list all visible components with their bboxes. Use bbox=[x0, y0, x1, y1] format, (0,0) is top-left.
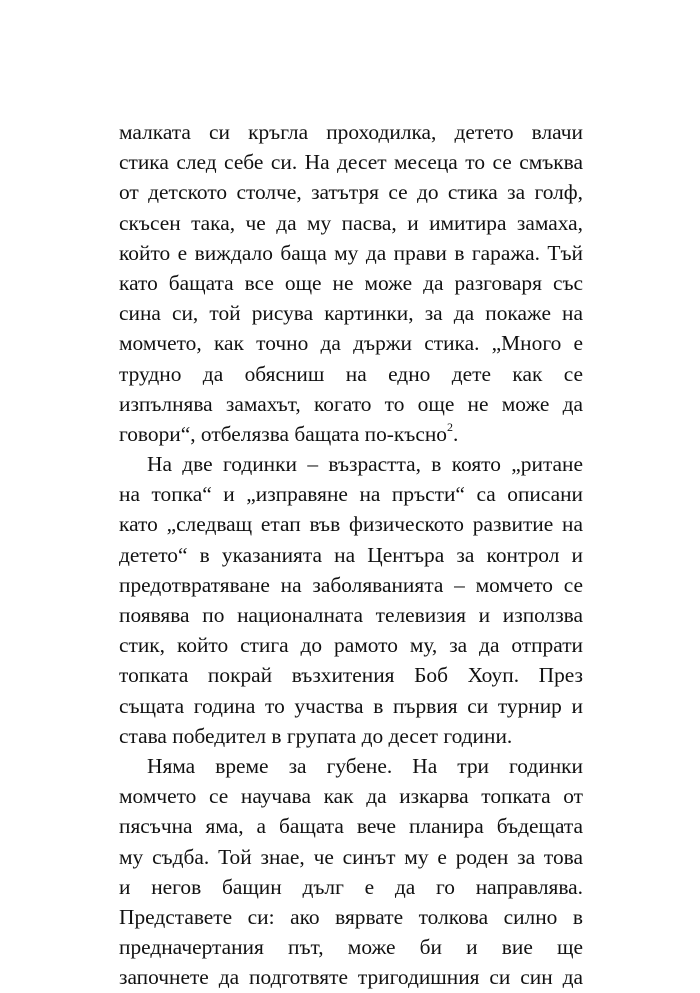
text-line: който е виждало баща му да прави в гаража. Тъй bbox=[119, 240, 583, 265]
text-line: Няма време за губене. На три годинки bbox=[147, 753, 583, 778]
text-line: На две годинки – възрастта, в която „ритане bbox=[147, 452, 583, 477]
text-line: говори“, отбелязва бащата по-късно$^2$. bbox=[119, 419, 459, 446]
text-line: стик, който стига до рамото му, за да отпрати bbox=[119, 633, 583, 658]
text-line: на топка“ и „изправяне на пръсти“ са описани bbox=[119, 482, 583, 507]
text-line: предначертания път, може би и вие ще bbox=[119, 935, 583, 960]
text-line: появява по националната телевизия и използва bbox=[119, 603, 583, 627]
text-line: пясъчна яма, а бащата вече планира бъдещата bbox=[119, 814, 583, 839]
text-line: същата година то участва в първия си турнир и bbox=[119, 693, 583, 718]
text-line-content: говори“, отбелязва бащата по-късно bbox=[119, 421, 447, 446]
text-line: топката покрай възхитения Боб Хоуп. През bbox=[119, 663, 583, 688]
text-line: изпълнява замахът, когато то още не може да bbox=[119, 391, 583, 416]
text-line: като „следващ етап във физическото развитие на bbox=[119, 512, 583, 537]
text-line: трудно да обясниш на едно дете как се bbox=[119, 361, 583, 386]
text-line: от детското столче, затътря се до стика за голф, bbox=[119, 180, 583, 205]
body-text bbox=[119, 117, 583, 992]
text-line: скъсен така, че да му пасва, и имитира замаха, bbox=[119, 210, 583, 235]
text-line: момчето се научава как да изкарва топката от bbox=[119, 784, 583, 809]
text-line: започнете да подготвяте тригодишния си син да bbox=[119, 965, 583, 990]
text-line: малката си кръгла проходилка, детето влачи bbox=[119, 120, 583, 144]
text-line: момчето, как точно да държи стика. „Много е bbox=[119, 331, 583, 356]
text-line: и негов бащин дълг е да го направлява. bbox=[119, 874, 583, 899]
text-line: става победител в групата до десет години. bbox=[119, 723, 513, 748]
text-line: детето“ в указанията на Центъра за контрол и bbox=[119, 542, 583, 567]
paragraph-2 bbox=[119, 449, 583, 751]
text-line: Представете си: ако вярвате толкова силно в bbox=[119, 904, 583, 929]
text-line: предотвратяване на заболяванията – момчето се bbox=[119, 572, 583, 597]
paragraph-1 bbox=[119, 117, 583, 449]
paragraph-3 bbox=[119, 751, 583, 993]
text-line: сина си, той рисува картинки, за да покаже на bbox=[119, 301, 583, 326]
text-line: му съдба. Той знае, че синът му е роден за това bbox=[119, 844, 583, 869]
text-line: като бащата все още не може да разговаря със bbox=[119, 270, 583, 295]
text-line: стика след себе си. На десет месеца то се смъква bbox=[119, 150, 583, 175]
footnote-marker[interactable]: 2 bbox=[447, 419, 453, 434]
